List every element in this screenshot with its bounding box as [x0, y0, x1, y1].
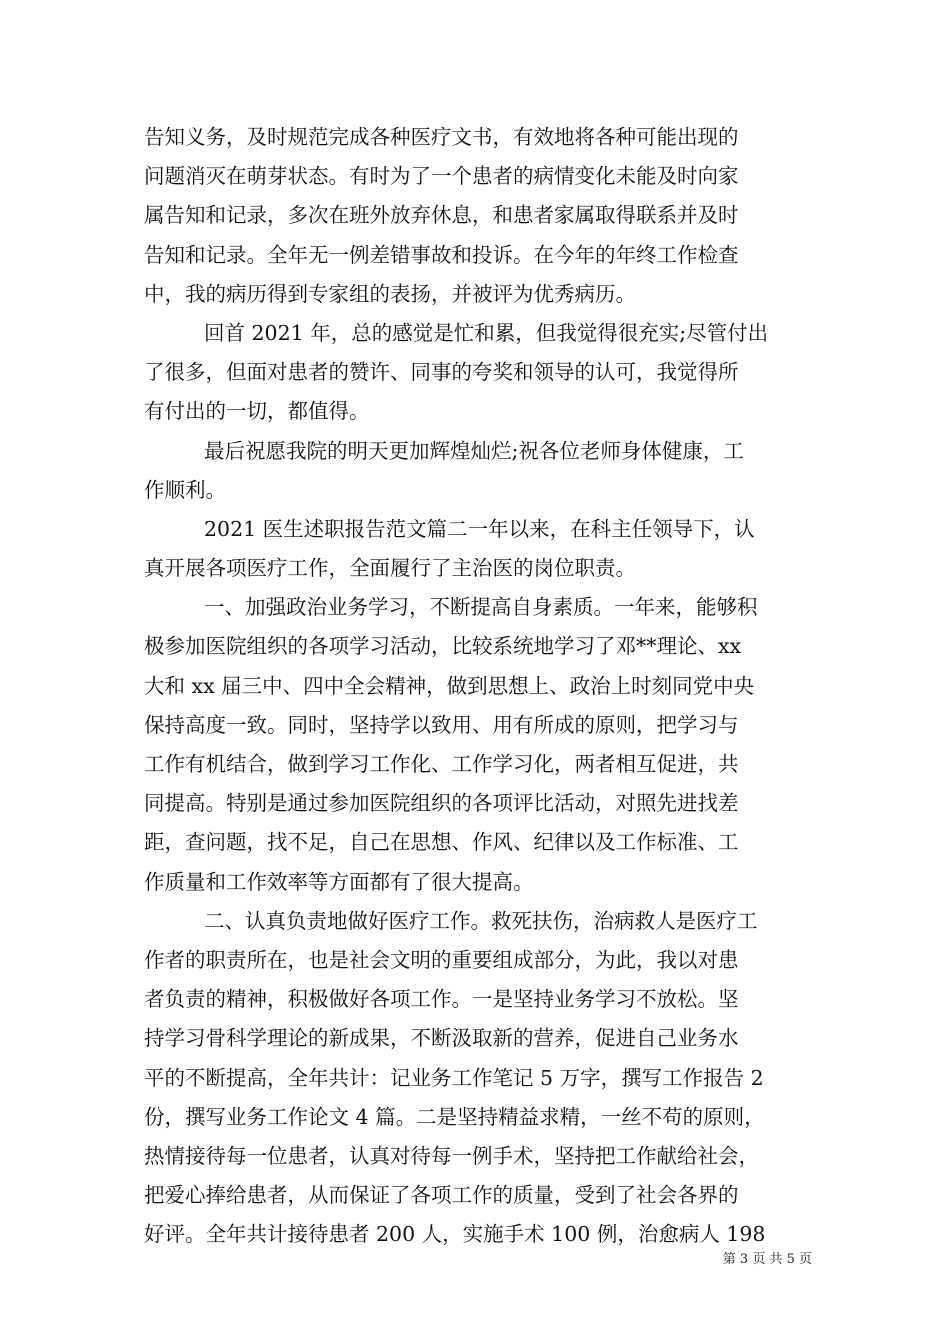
- page-number: 第 3 页 共 5 页: [722, 1252, 812, 1267]
- text-line: 平的不断提高，全年共计：记业务工作笔记 5 万字，撰写工作报告 2: [144, 1065, 764, 1090]
- text-line: 2021 医生述职报告范文篇二一年以来，在科主任领导下，认: [204, 516, 755, 541]
- text-line: 中，我的病历得到专家组的表扬，并被评为优秀病历。: [144, 281, 636, 306]
- text-line: 了很多，但面对患者的赞许、同事的夸奖和领导的认可，我觉得所: [144, 360, 739, 385]
- text-line: 属告知和记录，多次在班外放弃休息，和患者家属取得联系并及时: [144, 203, 739, 228]
- text-line: 一、加强政治业务学习，不断提高自身素质。一年来，能够积: [204, 595, 758, 620]
- text-line: 工作有机结合，做到学习工作化、工作学习化，两者相互促进，共: [144, 752, 739, 776]
- text-line: 作者的职责所在，也是社会文明的重要组成部分，为此，我以对患: [144, 947, 739, 972]
- text-line: 真开展各项医疗工作，全面履行了主治医的岗位职责。: [144, 556, 636, 581]
- text-line: 作顺利。: [144, 477, 226, 502]
- text-line: 告知和记录。全年无一例差错事故和投诉。在今年的年终工作检查: [144, 242, 739, 267]
- text-line: 好评。全年共计接待患者 200 人，实施手术 100 例，治愈病人 198: [144, 1222, 766, 1247]
- text-line: 告知义务，及时规范完成各种医疗文书，有效地将各种可能出现的: [144, 125, 739, 149]
- text-line: 有付出的一切，都值得。: [144, 399, 370, 424]
- text-line: 持学习骨科学理论的新成果，不断汲取新的营养，促进自己业务水: [144, 1026, 739, 1051]
- text-line: 同提高。特别是通过参加医院组织的各项评比活动，对照先进找差: [144, 791, 739, 816]
- text-line: 距，查问题，找不足，自己在思想、作风、纪律以及工作标准、工: [144, 830, 739, 855]
- text-line: 热情接待每一位患者，认真对待每一例手术，坚持把工作献给社会，: [144, 1143, 759, 1168]
- text-line: 最后祝愿我院的明天更加辉煌灿烂;祝各位老师身体健康，工: [204, 438, 744, 463]
- text-line: 大和 xx 届三中、四中全会精神，做到思想上、政治上时刻同党中央: [144, 673, 755, 698]
- text-line: 回首 2021 年，总的感觉是忙和累，但我觉得很充实;尽管付出: [204, 320, 769, 345]
- text-line: 二、认真负责地做好医疗工作。救死扶伤，治病救人是医疗工: [204, 908, 758, 933]
- text-line: 保持高度一致。同时，坚持学以致用、用有所成的原则，把学习与: [144, 712, 739, 737]
- text-line: 者负责的精神，积极做好各项工作。一是坚持业务学习不放松。坚: [144, 987, 739, 1012]
- document-body: [144, 118, 808, 1254]
- text-line: 把爱心捧给患者，从而保证了各项工作的质量，受到了社会各界的: [144, 1183, 739, 1208]
- text-line: 作质量和工作效率等方面都有了很大提高。: [144, 869, 534, 894]
- text-line: 极参加医院组织的各项学习活动，比较系统地学习了邓**理论、xx: [144, 634, 742, 659]
- text-line: 问题消灭在萌芽状态。有时为了一个患者的病情变化未能及时向家: [144, 164, 739, 189]
- text-line: 份，撰写业务工作论文 4 篇。二是坚持精益求精，一丝不苟的原则，: [144, 1104, 765, 1129]
